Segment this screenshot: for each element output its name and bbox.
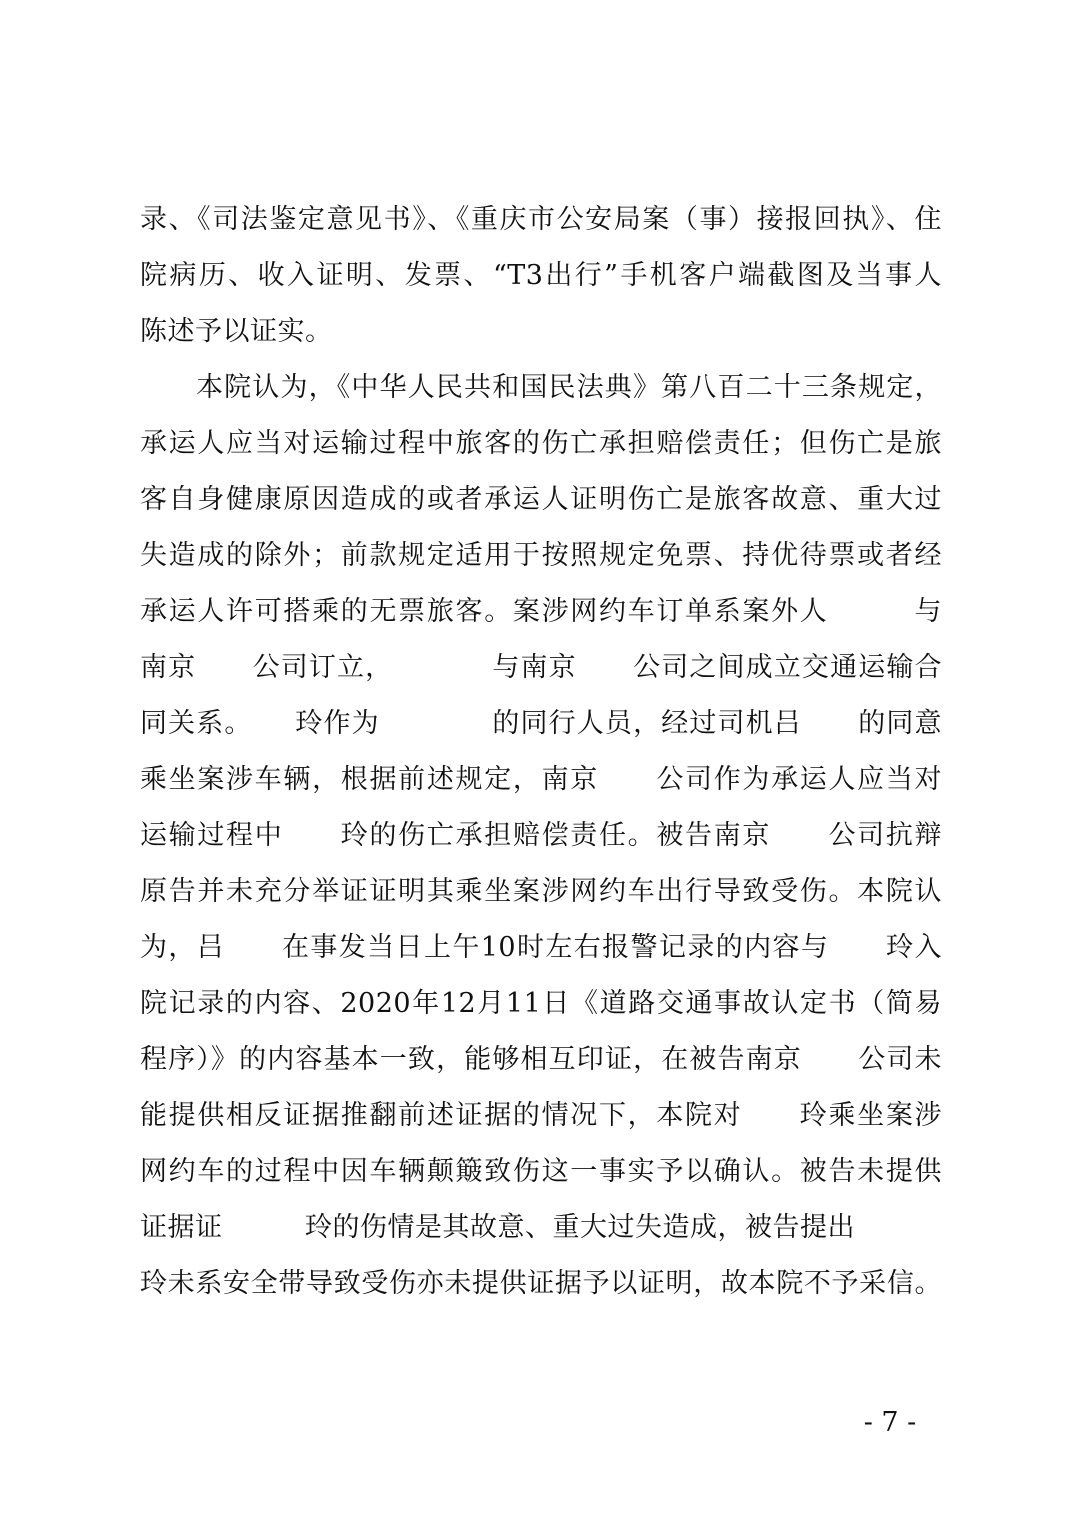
body-line-17: 能提供相反证据推翻前述证据的情况下，本院对 玲乘坐案涉 (140, 1100, 942, 1131)
body-line-10: 同关系。 玲作为 的同行人员，经过司机吕 的同意 (140, 708, 942, 739)
body-line-11: 乘坐案涉车辆，根据前述规定，南京 公司作为承运人应当对 (140, 764, 942, 795)
body-line-15: 院记录的内容、2020年12月11日《道路交通事故认定书（简易 (140, 988, 942, 1019)
body-line-4: 本院认为，《中华人民共和国民法典》第八百二十三条规定， (196, 372, 942, 403)
body-line-13: 原告并未充分举证证明其乘坐案涉网约车出行导致受伤。本院认 (140, 876, 942, 907)
body-line-14: 为，吕 在事发当日上午10时左右报警记录的内容与 玲入 (140, 932, 942, 963)
body-line-20: 玲未系安全带导致受伤亦未提供证据予以证明，故本院不予采信。 (140, 1268, 942, 1299)
body-line-12: 运输过程中 玲的伤亡承担赔偿责任。被告南京 公司抗辩 (140, 820, 942, 851)
body-line-9: 南京 公司订立， 与南京 公司之间成立交通运输合 (140, 652, 942, 683)
body-line-1: 录、《司法鉴定意见书》、《重庆市公安局案（事）接报回执》、住 (140, 204, 942, 235)
body-line-5: 承运人应当对运输过程中旅客的伤亡承担赔偿责任；但伤亡是旅 (140, 428, 942, 459)
body-line-6: 客自身健康原因造成的或者承运人证明伤亡是旅客故意、重大过 (140, 484, 942, 515)
body-line-3: 陈述予以证实。 (140, 316, 333, 347)
body-line-7: 失造成的除外；前款规定适用于按照规定免票、持优待票或者经 (140, 540, 942, 571)
page-number: - 7 - (863, 1407, 917, 1438)
body-line-8: 承运人许可搭乘的无票旅客。案涉网约车订单系案外人 与 (140, 596, 942, 627)
body-line-2: 院病历、收入证明、发票、“T3出行”手机客户端截图及当事人 (140, 260, 942, 291)
body-line-18: 网约车的过程中因车辆颠簸致伤这一事实予以确认。被告未提供 (140, 1156, 942, 1187)
body-line-19: 证据证 玲的伤情是其故意、重大过失造成，被告提出 (140, 1212, 855, 1243)
body-line-16: 程序）》的内容基本一致，能够相互印证，在被告南京 公司未 (140, 1044, 942, 1075)
